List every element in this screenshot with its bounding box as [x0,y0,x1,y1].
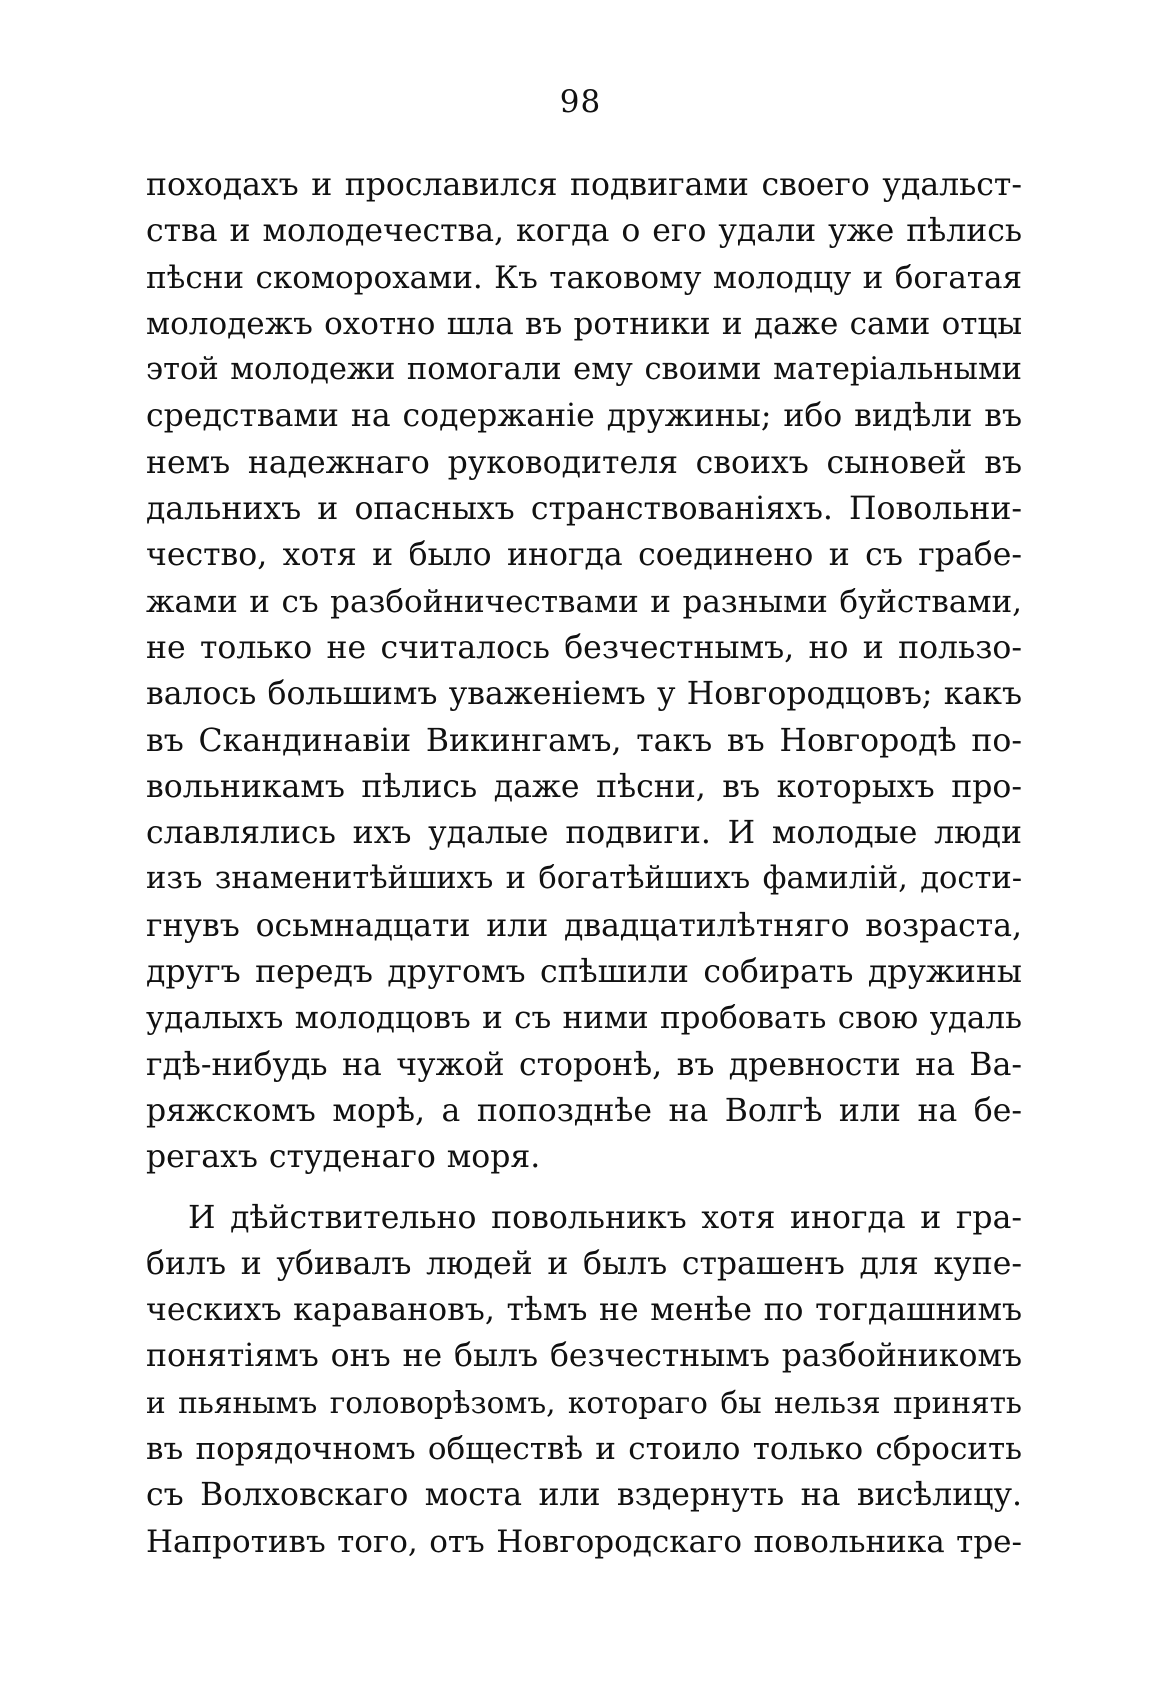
text-line: молодежъ охотно шла въ ротники и даже сами отцы [146,305,1022,342]
text-line: И дѣйствительно повольникъ хотя иногда и гра- [188,1199,1022,1236]
paragraph-2 [146,1195,1022,1565]
text-line: Напротивъ того, отъ Новгородскаго повольника тре- [146,1523,1022,1560]
page-number: 98 [559,84,602,120]
text-line: ческихъ каравановъ, тѣмъ не менѣе по тогдашнимъ [146,1292,1022,1329]
paragraph-1 [146,162,1022,1181]
text-line: удалыхъ молодцовъ и съ ними пробовать свою удаль [146,1000,1022,1037]
text-line: гдѣ-нибудь на чужой сторонѣ, въ древности на Ва- [146,1046,1022,1083]
text-line: дальнихъ и опасныхъ странствованіяхъ. Повольни- [146,491,1022,528]
body-text [146,162,1022,1565]
text-line: въ Скандинавіи Викингамъ, такъ въ Новгородѣ по- [146,722,1022,759]
text-line: средствами на содержаніе дружины; ибо видѣли въ [146,398,1022,435]
text-line: валось большимъ уваженіемъ у Новгородцовъ; какъ [146,676,1022,713]
text-line: пѣсни скоморохами. Къ таковому молодцу и богатая [146,259,1022,296]
text-line: ряжскомъ морѣ, а попозднѣе на Волгѣ или на бе- [146,1092,1022,1129]
text-line: этой молодежи помогали ему своими матеріальными [146,352,1022,388]
text-line: съ Волховскаго моста или вздернуть на висѣлицу. [146,1477,1022,1514]
text-line: другъ передъ другомъ спѣшили собирать дружины [146,954,1022,991]
text-line: изъ знаменитѣйшихъ и богатѣйшихъ фамилій, дости- [146,861,1022,897]
text-line: славлялись ихъ удалые подвиги. И молодые люди [146,815,1022,852]
text-line: чество, хотя и было иногда соединено и съ грабе- [146,537,1022,574]
text-line: понятіямъ онъ не былъ безчестнымъ разбойникомъ [146,1338,1022,1375]
text-line: и пьянымъ головорѣзомъ, котораго бы нельзя принять [146,1385,1022,1420]
text-line: въ порядочномъ обществѣ и стоило только сбросить [146,1431,1022,1468]
text-line: жами и съ разбойничествами и разными буйствами, [146,583,1022,620]
text-line: вольникамъ пѣлись даже пѣсни, въ которыхъ про- [146,768,1022,805]
text-line: гнувъ осьмнадцати или двадцатилѣтняго возраста, [146,907,1022,944]
text-line: регахъ студенаго моря. [146,1139,541,1176]
text-line: ства и молодечества, когда о его удали уже пѣлись [146,213,1022,250]
text-line: походахъ и прославился подвигами своего удальст- [146,167,1022,203]
text-line: немъ надежнаго руководителя своихъ сыновей въ [146,444,1022,481]
text-line: билъ и убивалъ людей и былъ страшенъ для купе- [146,1245,1022,1282]
text-line: не только не считалось безчестнымъ, но и пользо- [146,629,1022,666]
